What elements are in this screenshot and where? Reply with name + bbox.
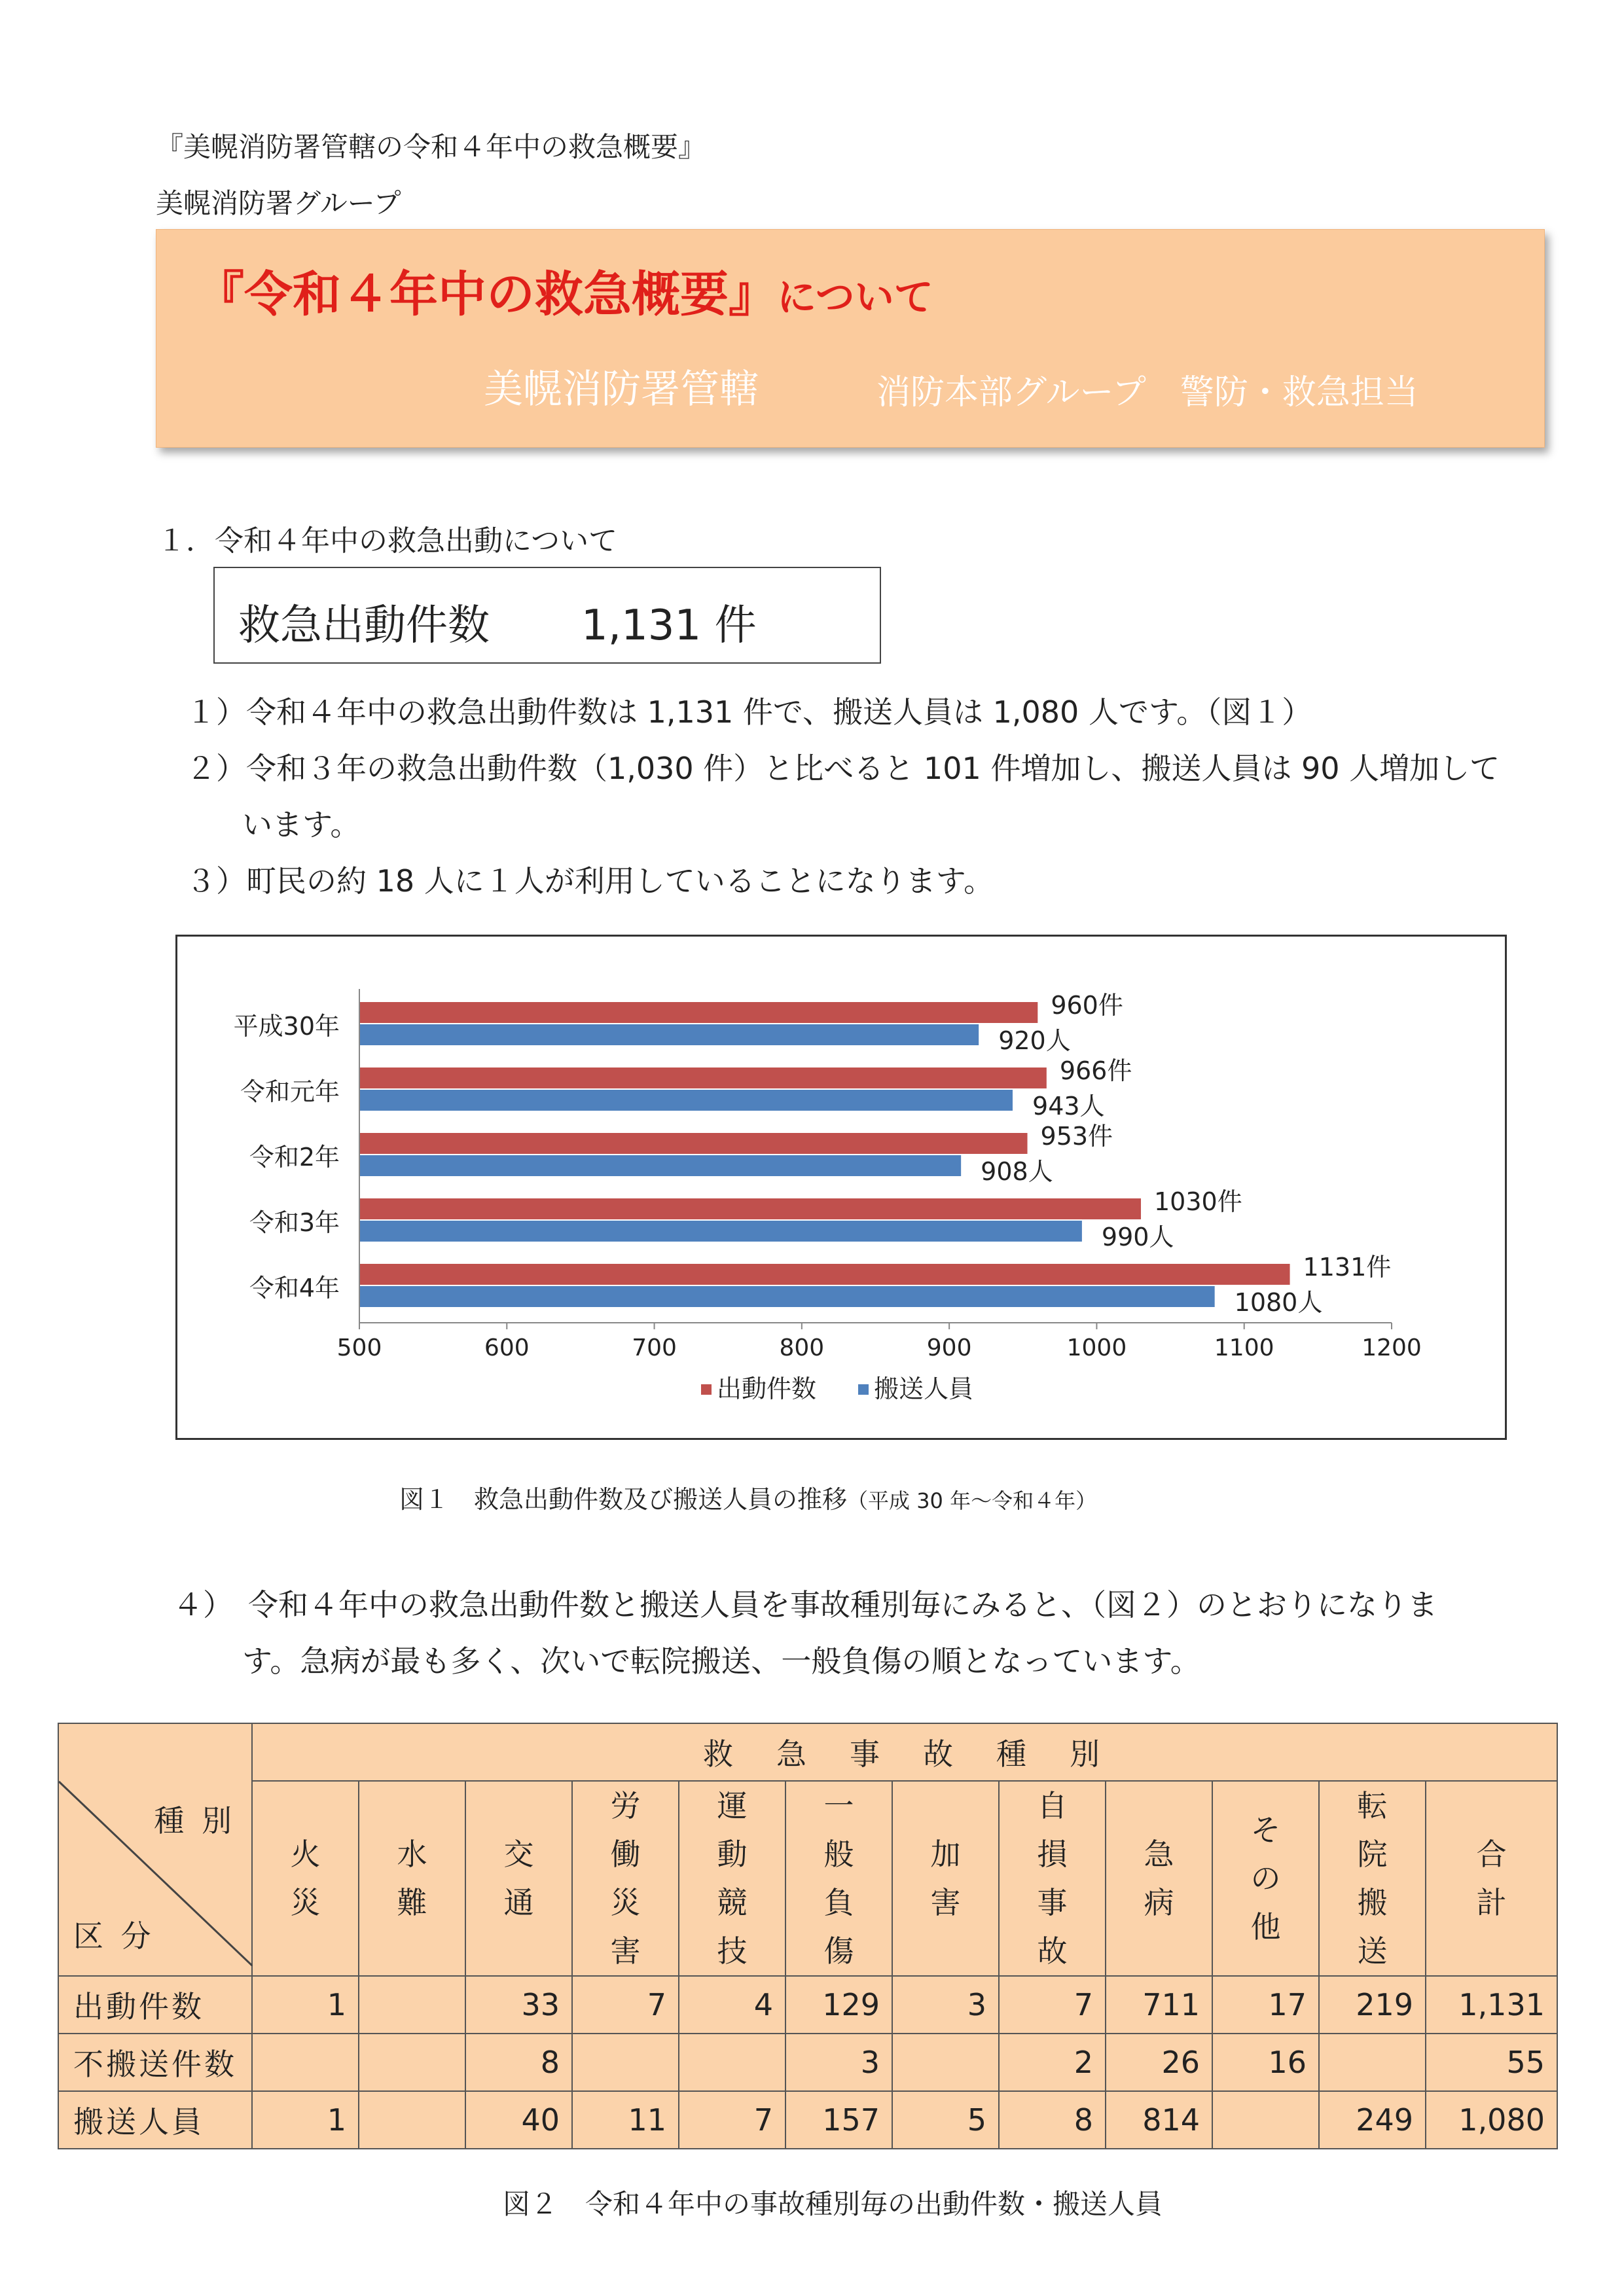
banner-title-main: 『令和４年中の救急概要』 [196,266,777,323]
bar-dispatch [359,1133,1028,1154]
table-cell: 157 [785,2091,892,2149]
summary-item-1: １）令和４年中の救急出動件数は 1,131 件で、搬送人員は 1,080 人です。（図１） [186,694,1312,730]
table-cell: 7 [572,1976,679,2034]
column-header-char: の [1250,1861,1281,1896]
corner-label-category: 区 分 [73,1918,155,1954]
column-header-char: 負 [823,1885,854,1920]
bar-chart [177,937,1505,1438]
table-corner-cell [58,1723,252,1976]
data-label: 943人 [1032,1092,1105,1121]
bar-dispatch [359,1002,1038,1023]
column-header-char: 一 [823,1788,854,1823]
data-label: 1030件 [1154,1187,1242,1216]
data-label: 1080人 [1234,1288,1323,1317]
data-label: 966件 [1059,1056,1132,1085]
table-cell: 17 [1212,1976,1319,2034]
column-header-char: 害 [610,1933,641,1969]
table-cell: 3 [892,1976,999,2034]
table-cell [679,2034,785,2091]
column-header-char: 通 [503,1885,534,1920]
column-header-char: 搬 [1357,1885,1388,1920]
column-header-char: 傷 [823,1933,854,1969]
table-cell: 2 [999,2034,1106,2091]
data-label: 990人 [1101,1223,1174,1251]
summary-item-2: ２）令和３年の救急出動件数（1,030 件）と比べると 101 件増加し、搬送人員は 90 人増加して [186,751,1500,786]
column-header-text [717,1782,748,1975]
table-cell: 7 [999,1976,1106,2034]
section-4-line-2: す。急病が最も多く、次いで転院搬送、一般負傷の順となっています。 [242,1643,1200,1679]
x-tick-label: 1000 [1066,1335,1127,1361]
column-header-total [1426,1781,1557,1976]
x-tick-label: 600 [484,1335,530,1361]
column-header-char: そ [1250,1812,1281,1848]
x-tick-label: 500 [336,1335,382,1361]
table-cell: 1,131 [1426,1976,1557,2034]
table-cell [359,2091,465,2149]
column-header-text [397,1830,427,1927]
column-header-char: 送 [1357,1933,1388,1969]
column-header-text [1358,1782,1388,1975]
bar-transport [359,1024,979,1045]
x-tick-label: 1200 [1362,1335,1422,1361]
table-row-dispatch-count [58,1976,1557,2034]
section-1-heading: １．令和４年中の救急出動について [157,524,618,558]
corner-label-type: 種 別 [154,1803,236,1839]
row-label: 不搬送件数 [58,2034,252,2091]
column-header-char: 難 [397,1885,427,1920]
column-header-text [1477,1830,1507,1927]
table-cell: 219 [1319,1976,1426,2034]
table-cell: 1 [252,2091,359,2149]
table-cell: 26 [1106,2034,1212,2091]
column-header-char: 災 [290,1885,321,1920]
summary-item-2-cont: います。 [242,807,361,842]
legend-label: 搬送人員 [874,1374,974,1403]
figure-1-caption [399,1479,1096,1515]
category-label: 令和2年 [249,1143,340,1172]
table-cell: 129 [785,1976,892,2034]
data-label: 953件 [1040,1122,1113,1151]
column-header-text [1144,1830,1174,1927]
column-header-text [824,1782,854,1975]
column-header-general-injury [785,1781,892,1976]
column-header-text [291,1830,321,1927]
column-header-text [504,1830,534,1927]
column-header-self-injury [999,1781,1106,1976]
bar-transport [359,1155,961,1176]
table-cell: 711 [1106,1976,1212,2034]
column-header-char: 労 [610,1788,641,1823]
accident-type-table [58,1723,1558,2149]
column-header-char: 病 [1144,1885,1174,1920]
bar-transport [359,1090,1013,1111]
table-super-header-row [58,1723,1557,1781]
legend-label: 出動件数 [717,1374,817,1403]
table-cell [1212,2091,1319,2149]
table-cell: 5 [892,2091,999,2149]
table-cell: 16 [1212,2034,1319,2091]
column-header-char: 水 [397,1837,427,1872]
column-header-char: 加 [930,1837,961,1872]
table-cell: 249 [1319,2091,1426,2149]
column-header-char: 働 [610,1837,641,1872]
data-label: 908人 [981,1157,1053,1186]
column-header-water [359,1781,465,1976]
column-header-char: 合 [1476,1837,1507,1872]
table-cell: 4 [679,1976,785,2034]
column-header-char: 事 [1037,1885,1068,1920]
column-header-char: 他 [1250,1909,1281,1945]
banner-jurisdiction: 美幌消防署管轄 [484,367,759,412]
column-header-char: 火 [290,1837,321,1872]
column-header-assault [892,1781,999,1976]
column-header-fire [252,1781,359,1976]
column-header-sports [679,1781,785,1976]
category-label: 平成30年 [233,1012,340,1041]
legend-swatch [858,1384,869,1395]
column-header-char: 故 [1037,1933,1068,1969]
column-header-char: 競 [717,1885,748,1920]
table-cell: 1,080 [1426,2091,1557,2149]
column-header-char: 動 [717,1837,748,1872]
table-column-header-row [58,1781,1557,1976]
table-cell [892,2034,999,2091]
title-banner [156,229,1545,448]
column-header-char: 自 [1037,1788,1068,1823]
column-header-text [931,1830,961,1927]
data-label: 920人 [998,1026,1071,1055]
row-label: 搬送人員 [58,2091,252,2149]
table-cell [572,2034,679,2091]
column-header-char: 運 [717,1788,748,1823]
x-tick-label: 1100 [1214,1335,1274,1361]
group-name: 美幌消防署グループ [156,187,401,219]
column-header-char: 災 [610,1885,641,1920]
column-header-char: 急 [1144,1837,1174,1872]
table-cell [252,2034,359,2091]
table-cell [1319,2034,1426,2091]
column-header-char: 般 [823,1837,854,1872]
table-cell: 8 [465,2034,572,2091]
data-label: 960件 [1051,991,1123,1020]
column-header-char: 技 [717,1933,748,1969]
column-header-char: 院 [1357,1837,1388,1872]
category-label: 令和4年 [249,1274,340,1302]
table-cell [359,2034,465,2091]
x-tick-label: 700 [632,1335,677,1361]
table-super-header: 救 急 事 故 種 別 [252,1723,1557,1781]
table-cell: 40 [465,2091,572,2149]
bar-transport [359,1286,1215,1307]
column-header-char: 交 [503,1837,534,1872]
table-row-transported-persons [58,2091,1557,2149]
category-label: 令和元年 [240,1077,340,1106]
chart-frame [175,935,1507,1440]
table-cell: 3 [785,2034,892,2091]
table-cell [359,1976,465,2034]
table-cell: 814 [1106,2091,1212,2149]
dispatch-count-value: 1,131 件 [581,601,757,650]
banner-title-suffix: について [777,275,933,321]
column-header-char: 害 [930,1885,961,1920]
bar-dispatch [359,1198,1141,1219]
row-label: 出動件数 [58,1976,252,2034]
column-header-char: 損 [1037,1837,1068,1872]
column-header-sudden-illness [1106,1781,1212,1976]
bar-dispatch [359,1264,1290,1285]
table-cell: 33 [465,1976,572,2034]
column-header-text [611,1782,641,1975]
category-label: 令和3年 [249,1208,340,1237]
table-row-non-transport-count [58,2034,1557,2091]
table-cell: 7 [679,2091,785,2149]
bar-dispatch [359,1067,1047,1088]
data-label: 1131件 [1303,1253,1392,1282]
table-cell: 8 [999,2091,1106,2149]
dispatch-count-label: 救急出動件数 [238,601,490,650]
legend-swatch [701,1384,712,1395]
figure-1-caption-range: （平成 30 年〜令和４年） [847,1488,1097,1513]
section-4-line-1: ４） 令和４年中の救急出動件数と搬送人員を事故種別毎にみると、（図２）のとおりになりま [173,1587,1437,1623]
banner-department: 消防本部グループ 警防・救急担当 [876,373,1418,412]
dispatch-count-box [213,567,881,664]
bar-transport [359,1221,1082,1242]
figure-2-caption: 図２ 令和４年中の事故種別毎の出動件数・搬送人員 [503,2188,1163,2220]
summary-item-3: ３）町民の約 18 人に１人が利用していることになります。 [186,863,994,899]
column-header-traffic [465,1781,572,1976]
x-tick-label: 900 [926,1335,972,1361]
column-header-text [1038,1782,1068,1975]
column-header-labor [572,1781,679,1976]
banner-title [196,256,933,325]
table-cell: 55 [1426,2034,1557,2091]
column-header-char: 計 [1476,1885,1507,1920]
column-header-other [1212,1781,1319,1976]
column-header-char: 転 [1357,1788,1388,1823]
table-cell: 11 [572,2091,679,2149]
table-cell: 1 [252,1976,359,2034]
column-header-text [1251,1806,1281,1951]
figure-1-caption-main: 図１ 救急出動件数及び搬送人員の推移 [399,1485,848,1514]
x-tick-label: 800 [779,1335,825,1361]
column-header-transfer [1319,1781,1426,1976]
document-title: 『美幌消防署管轄の令和４年中の救急概要』 [156,131,706,163]
